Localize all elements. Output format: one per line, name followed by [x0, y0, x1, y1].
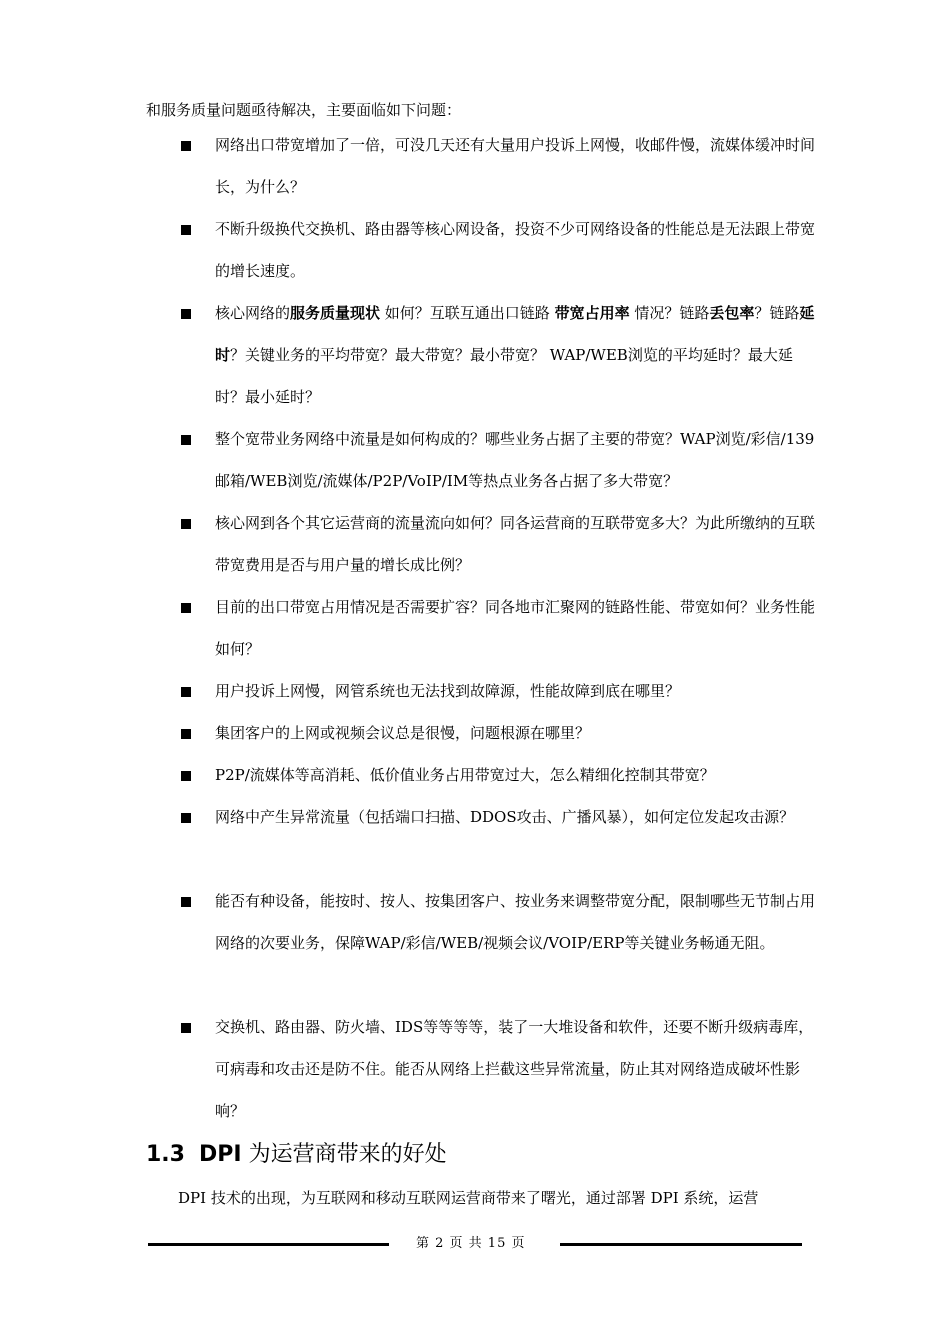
footer-rule-left [148, 1243, 389, 1246]
list-item [178, 891, 818, 964]
list-item-text: 交换机、路由器、防火墙、IDS等等等等，装了一大堆设备和软件，还要不断升级病毒库，可病毒和攻击还是防不住。能否从网络上拦截这些异常流量，防止其对网络造成破坏性影响？ [215, 1018, 814, 1120]
list-item [178, 681, 818, 712]
list-item-text: 用户投诉上网慢，网管系统也无法找到故障源，性能故障到底在哪里？ [215, 682, 681, 700]
list-item-text: 不断升级换代交换机、路由器等核心网设备，投资不少可网络设备的性能总是无法跟上带宽的增长速度。 [215, 220, 816, 280]
square-bullet-icon [181, 225, 191, 235]
list-item-text: 整个宽带业务网络中流量是如何构成的？哪些业务占据了主要的带宽？WAP浏览/彩信/139邮箱/WEB浏览/流媒体/P2P/VoIP/IM等热点业务各占据了多大带宽？ [215, 430, 815, 490]
bold-term-service-quality: 服务质量现状 [290, 304, 381, 322]
section-heading-text: 为运营商带来的好处 [248, 1142, 447, 1167]
text-run: ？关键业务的平均带宽？最大带宽？最小带宽？ WAP/WEB浏览的平均延时？最大延时？最小延时？ [215, 346, 793, 406]
square-bullet-icon [181, 771, 191, 781]
square-bullet-icon [181, 897, 191, 907]
bold-term-packet-loss: 丢包率 [709, 304, 755, 322]
square-bullet-icon [181, 687, 191, 697]
list-item-text: 网络出口带宽增加了一倍，可没几天还有大量用户投诉上网慢，收邮件慢，流媒体缓冲时间长，为什么？ [215, 136, 816, 196]
square-bullet-icon [181, 435, 191, 445]
list-item [178, 1017, 818, 1132]
bold-term-latency: 延时 [215, 304, 815, 364]
list-item [178, 597, 818, 670]
intro-text: 和服务质量问题亟待解决，主要面临如下问题： [146, 101, 462, 119]
list-item [178, 219, 818, 292]
list-item [178, 513, 818, 586]
text-run: 核心网络的 [215, 304, 291, 322]
text-run: 情况？链路 [629, 304, 710, 322]
list-item-text: 能否有种设备，能按时、按人、按集团客户、按业务来调整带宽分配，限制哪些无节制占用网络的次要业务，保障WAP/彩信/WEB/视频会议/VOIP/ERP等关键业务畅通无阻。 [215, 892, 816, 952]
list-item-text: 目前的出口带宽占用情况是否需要扩容？同各地市汇聚网的链路性能、带宽如何？业务性能如何？ [215, 598, 816, 658]
section-heading-dpi: DPI [198, 1142, 242, 1167]
body-paragraph: DPI 技术的出现，为互联网和移动互联网运营商带来了曙光，通过部署 DPI 系统，运营 [178, 1189, 759, 1207]
section-heading [146, 1140, 447, 1170]
page-footer [0, 1234, 950, 1258]
square-bullet-icon [181, 1023, 191, 1033]
page-number: 第 2 页 共 15 页 [416, 1236, 526, 1251]
list-item [178, 429, 818, 502]
list-item [178, 723, 818, 754]
list-item-text: 集团客户的上网或视频会议总是很慢，问题根源在哪里？ [215, 724, 591, 742]
section-number: 1.3 [146, 1142, 185, 1167]
list-item [178, 765, 818, 796]
square-bullet-icon [181, 813, 191, 823]
square-bullet-icon [181, 309, 191, 319]
list-item [178, 303, 818, 418]
list-item-text: P2P/流媒体等高消耗、低价值业务占用带宽过大，怎么精细化控制其带宽？ [215, 766, 715, 784]
bold-term-bandwidth-usage: 带宽占用率 [554, 304, 630, 322]
list-item [178, 135, 818, 208]
list-item-text: 核心网到各个其它运营商的流量流向如何？同各运营商的互联带宽多大？为此所缴纳的互联带宽费用是否与用户量的增长成比例？ [215, 514, 816, 574]
square-bullet-icon [181, 141, 191, 151]
text-run: ？链路 [754, 304, 800, 322]
square-bullet-icon [181, 603, 191, 613]
text-run: 如何？互联互通出口链路 [380, 304, 555, 322]
square-bullet-icon [181, 519, 191, 529]
list-item [178, 807, 818, 838]
list-item-text: 网络中产生异常流量（包括端口扫描、DDOS攻击、广播风暴），如何定位发起攻击源？ [215, 808, 795, 826]
list-item-text [215, 292, 815, 418]
square-bullet-icon [181, 729, 191, 739]
footer-rule-right [560, 1243, 802, 1246]
